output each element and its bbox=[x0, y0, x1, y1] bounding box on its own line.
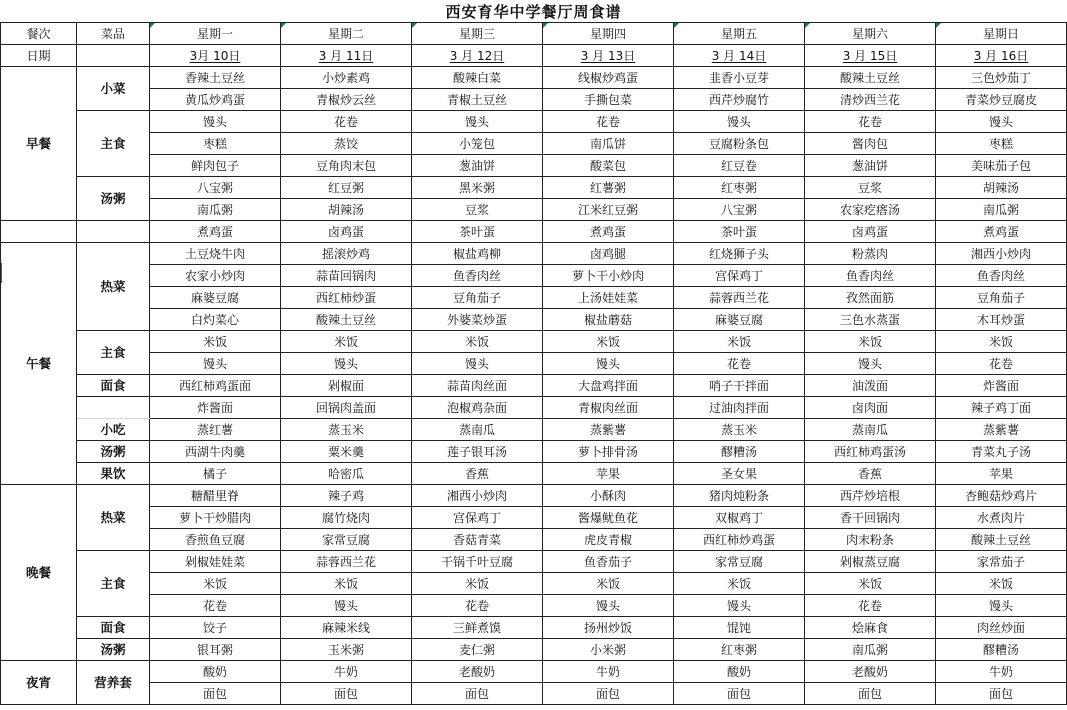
table-row bbox=[1, 221, 1067, 243]
category-staple[interactable]: 主食 bbox=[77, 111, 150, 177]
table-row bbox=[1, 551, 1067, 573]
dish-cell[interactable]: 馄饨 bbox=[674, 617, 805, 639]
dish-cell[interactable]: 胡辣汤 bbox=[936, 177, 1067, 199]
dish-cell[interactable]: 炸酱面 bbox=[936, 375, 1067, 397]
dish-cell[interactable]: 油泼面 bbox=[805, 375, 936, 397]
dish-cell[interactable]: 过油肉拌面 bbox=[674, 397, 805, 419]
dish-cell[interactable]: 茶叶蛋 bbox=[674, 221, 805, 243]
dish-cell[interactable]: 大盘鸡拌面 bbox=[543, 375, 674, 397]
dish-cell[interactable]: 馒头 bbox=[936, 595, 1067, 617]
dish-cell[interactable]: 蒸紫薯 bbox=[543, 419, 674, 441]
dish-cell[interactable]: 香菇青菜 bbox=[412, 529, 543, 551]
dish-cell[interactable]: 酸辣土豆丝 bbox=[936, 529, 1067, 551]
dish-cell[interactable]: 香蕉 bbox=[805, 463, 936, 485]
dish-cell[interactable]: 杏鲍菇炒鸡片 bbox=[936, 485, 1067, 507]
table-row bbox=[1, 23, 1067, 45]
dish-cell[interactable]: 茶叶蛋 bbox=[412, 221, 543, 243]
dish-cell[interactable]: 青椒肉丝面 bbox=[543, 397, 674, 419]
dish-cell[interactable]: 外婆菜炒蛋 bbox=[412, 309, 543, 331]
dish-cell[interactable]: 酱肉包 bbox=[805, 133, 936, 155]
dish-cell[interactable]: 韭香小豆芽 bbox=[674, 67, 805, 89]
category-small-dish[interactable]: 小菜 bbox=[77, 67, 150, 111]
table-row bbox=[1, 309, 1067, 331]
category-noodle[interactable]: 面食 bbox=[77, 375, 150, 397]
page-title: 西安育华中学餐厅周食谱 bbox=[445, 3, 622, 21]
table-row bbox=[1, 419, 1067, 441]
dish-cell[interactable]: 花卷 bbox=[936, 353, 1067, 375]
dish-cell[interactable]: 小笼包 bbox=[412, 133, 543, 155]
dish-cell[interactable]: 蒜蓉西兰花 bbox=[674, 287, 805, 309]
dish-cell[interactable]: 扬州炒饭 bbox=[543, 617, 674, 639]
dish-cell[interactable]: 猪肉炖粉条 bbox=[674, 485, 805, 507]
dish-cell[interactable]: 馒头 bbox=[674, 595, 805, 617]
dish-cell[interactable]: 湘西小炒肉 bbox=[936, 243, 1067, 265]
table-row bbox=[1, 265, 1067, 287]
dish-cell[interactable]: 三色水蒸蛋 bbox=[805, 309, 936, 331]
dish-cell[interactable]: 煮鸡蛋 bbox=[543, 221, 674, 243]
table-row bbox=[1, 287, 1067, 309]
table-row bbox=[1, 243, 1067, 265]
dish-cell[interactable]: 三色炒茄丁 bbox=[936, 67, 1067, 89]
date-cell[interactable] bbox=[281, 45, 412, 67]
dish-cell[interactable]: 馒头 bbox=[150, 353, 281, 375]
dish-cell[interactable]: 家常豆腐 bbox=[674, 551, 805, 573]
dish-cell[interactable]: 面包 bbox=[674, 683, 805, 705]
dish-cell[interactable]: 葱油饼 bbox=[412, 155, 543, 177]
dish-cell[interactable]: 鱼香肉丝 bbox=[412, 265, 543, 287]
dish-cell[interactable]: 米饭 bbox=[150, 331, 281, 353]
weekly-menu-table bbox=[0, 22, 1067, 705]
dish-cell[interactable]: 红薯粥 bbox=[543, 177, 674, 199]
dish-cell[interactable]: 馒头 bbox=[281, 353, 412, 375]
dish-cell[interactable]: 青椒炒云丝 bbox=[281, 89, 412, 111]
dish-cell[interactable]: 小酥肉 bbox=[543, 485, 674, 507]
dish-cell[interactable]: 米饭 bbox=[543, 331, 674, 353]
dish-cell[interactable]: 江米红豆粥 bbox=[543, 199, 674, 221]
dish-cell[interactable]: 香煎鱼豆腐 bbox=[150, 529, 281, 551]
category-staple[interactable]: 主食 bbox=[77, 551, 150, 617]
dish-cell[interactable]: 黄瓜炒鸡蛋 bbox=[150, 89, 281, 111]
dish-cell[interactable]: 馒头 bbox=[674, 111, 805, 133]
dish-cell[interactable]: 哨子干拌面 bbox=[674, 375, 805, 397]
date-cell[interactable] bbox=[936, 45, 1067, 67]
dish-cell[interactable]: 白灼菜心 bbox=[150, 309, 281, 331]
dish-cell[interactable]: 米饭 bbox=[674, 331, 805, 353]
dish-cell[interactable]: 黑米粥 bbox=[412, 177, 543, 199]
dish-cell[interactable]: 烩麻食 bbox=[805, 617, 936, 639]
date-value: 3 月 14日 bbox=[711, 48, 767, 63]
dish-cell[interactable]: 三鲜煮馍 bbox=[412, 617, 543, 639]
table-row bbox=[1, 573, 1067, 595]
dish-cell[interactable]: 剁椒面 bbox=[281, 375, 412, 397]
dish-cell[interactable]: 酱爆鱿鱼花 bbox=[543, 507, 674, 529]
table-row bbox=[1, 331, 1067, 353]
category-hot-dish[interactable]: 热菜 bbox=[77, 243, 150, 331]
dish-cell[interactable]: 家常豆腐 bbox=[281, 529, 412, 551]
table-row bbox=[1, 133, 1067, 155]
dish-cell[interactable]: 米饭 bbox=[281, 573, 412, 595]
table-row bbox=[1, 507, 1067, 529]
dish-cell[interactable]: 哈密瓜 bbox=[281, 463, 412, 485]
dish-cell[interactable]: 莲子银耳汤 bbox=[412, 441, 543, 463]
dish-cell[interactable]: 宫保鸡丁 bbox=[674, 265, 805, 287]
header-day[interactable]: 星期五 bbox=[674, 23, 805, 45]
dish-cell[interactable]: 肉丝炒面 bbox=[936, 617, 1067, 639]
meal-supper[interactable]: 夜宵 bbox=[1, 661, 77, 705]
dish-cell[interactable]: 椒盐蘑菇 bbox=[543, 309, 674, 331]
date-value: 3月 10日 bbox=[189, 48, 241, 63]
dish-cell[interactable]: 苹果 bbox=[936, 463, 1067, 485]
category-porridge[interactable]: 汤粥 bbox=[77, 177, 150, 221]
dish-cell[interactable]: 蒸紫薯 bbox=[936, 419, 1067, 441]
menu-table-body bbox=[1, 23, 1067, 705]
dish-cell[interactable]: 西红柿鸡蛋汤 bbox=[805, 441, 936, 463]
dish-cell[interactable]: 农家疙瘩汤 bbox=[805, 199, 936, 221]
dish-cell[interactable]: 卤鸡蛋 bbox=[805, 221, 936, 243]
dish-cell[interactable]: 豆角茄子 bbox=[412, 287, 543, 309]
dish-cell[interactable]: 西芹炒培根 bbox=[805, 485, 936, 507]
dish-cell[interactable]: 花卷 bbox=[281, 111, 412, 133]
dish-cell[interactable]: 鲜肉包子 bbox=[150, 155, 281, 177]
table-row bbox=[1, 617, 1067, 639]
dish-cell[interactable]: 香辣土豆丝 bbox=[150, 67, 281, 89]
dish-cell[interactable]: 面包 bbox=[543, 683, 674, 705]
dish-cell[interactable]: 青椒土豆丝 bbox=[412, 89, 543, 111]
dish-cell[interactable]: 摇滚炒鸡 bbox=[281, 243, 412, 265]
dish-cell[interactable]: 馒头 bbox=[543, 353, 674, 375]
dish-cell[interactable]: 虎皮青椒 bbox=[543, 529, 674, 551]
meal-dinner[interactable]: 晚餐 bbox=[1, 485, 77, 661]
dish-cell[interactable]: 橘子 bbox=[150, 463, 281, 485]
dish-cell[interactable]: 蒸玉米 bbox=[281, 419, 412, 441]
dish-cell[interactable]: 鱼香茄子 bbox=[543, 551, 674, 573]
dish-cell[interactable]: 香干回锅肉 bbox=[805, 507, 936, 529]
dish-cell[interactable]: 花卷 bbox=[805, 111, 936, 133]
dish-cell[interactable]: 酸菜包 bbox=[543, 155, 674, 177]
dish-cell[interactable]: 干锅千叶豆腐 bbox=[412, 551, 543, 573]
dish-cell[interactable]: 煮鸡蛋 bbox=[150, 221, 281, 243]
date-cell[interactable] bbox=[674, 45, 805, 67]
dish-cell[interactable]: 西红柿炒鸡蛋 bbox=[674, 529, 805, 551]
dish-cell[interactable]: 南瓜粥 bbox=[805, 639, 936, 661]
dish-cell[interactable]: 西红柿鸡蛋面 bbox=[150, 375, 281, 397]
dish-cell[interactable]: 青菜丸子汤 bbox=[936, 441, 1067, 463]
dish-cell[interactable]: 蒸玉米 bbox=[674, 419, 805, 441]
dish-cell[interactable]: 面包 bbox=[412, 683, 543, 705]
category-fruit[interactable]: 果饮 bbox=[77, 463, 150, 485]
dish-cell[interactable]: 粉蒸肉 bbox=[805, 243, 936, 265]
date-label[interactable]: 日期 bbox=[1, 45, 77, 67]
header-day[interactable]: 星期六 bbox=[805, 23, 936, 45]
table-row bbox=[1, 441, 1067, 463]
dish-cell[interactable]: 枣糕 bbox=[150, 133, 281, 155]
table-row bbox=[1, 375, 1067, 397]
dish-cell[interactable]: 牛奶 bbox=[936, 661, 1067, 683]
dish-cell[interactable]: 馒头 bbox=[936, 111, 1067, 133]
dish-cell[interactable]: 面包 bbox=[281, 683, 412, 705]
dish-cell[interactable]: 酸辣土豆丝 bbox=[805, 67, 936, 89]
category-snack[interactable]: 小吃 bbox=[77, 419, 150, 441]
dish-cell[interactable]: 糖醋里脊 bbox=[150, 485, 281, 507]
date-cell[interactable] bbox=[150, 45, 281, 67]
dish-cell[interactable]: 豆腐粉条包 bbox=[674, 133, 805, 155]
dish-cell[interactable]: 木耳炒蛋 bbox=[936, 309, 1067, 331]
dish-cell[interactable]: 家常茄子 bbox=[936, 551, 1067, 573]
table-row bbox=[1, 45, 1067, 67]
dish-cell[interactable]: 红烧狮子头 bbox=[674, 243, 805, 265]
dish-cell[interactable]: 葱油饼 bbox=[805, 155, 936, 177]
dish-cell[interactable]: 美味茄子包 bbox=[936, 155, 1067, 177]
category-porridge[interactable]: 汤粥 bbox=[77, 639, 150, 661]
dish-cell[interactable]: 宫保鸡丁 bbox=[412, 507, 543, 529]
date-value: 3 月 12日 bbox=[449, 48, 505, 63]
dish-cell[interactable]: 线椒炒鸡蛋 bbox=[543, 67, 674, 89]
dish-cell[interactable]: 椒盐鸡柳 bbox=[412, 243, 543, 265]
dish-cell[interactable]: 米饭 bbox=[805, 573, 936, 595]
dish-cell[interactable]: 酸奶 bbox=[674, 661, 805, 683]
dish-cell[interactable]: 麻辣米线 bbox=[281, 617, 412, 639]
dish-cell[interactable]: 红豆粥 bbox=[281, 177, 412, 199]
dish-cell[interactable]: 卤肉面 bbox=[805, 397, 936, 419]
meal-breakfast[interactable]: 早餐 bbox=[1, 67, 77, 221]
dish-cell[interactable]: 米饭 bbox=[281, 331, 412, 353]
header-day[interactable]: 星期三 bbox=[412, 23, 543, 45]
dish-cell[interactable]: 红豆卷 bbox=[674, 155, 805, 177]
dish-cell[interactable]: 红枣粥 bbox=[674, 639, 805, 661]
dish-cell[interactable]: 红枣粥 bbox=[674, 177, 805, 199]
dish-cell[interactable]: 萝卜干炒腊肉 bbox=[150, 507, 281, 529]
date-value: 3 月 15日 bbox=[842, 48, 898, 63]
table-row bbox=[1, 177, 1067, 199]
table-row bbox=[1, 595, 1067, 617]
date-cell[interactable] bbox=[805, 45, 936, 67]
dish-cell[interactable]: 老酸奶 bbox=[412, 661, 543, 683]
dish-cell[interactable]: 南瓜粥 bbox=[936, 199, 1067, 221]
dish-cell[interactable]: 蒸南瓜 bbox=[412, 419, 543, 441]
dish-cell[interactable]: 小炒素鸡 bbox=[281, 67, 412, 89]
dish-cell[interactable]: 花卷 bbox=[805, 595, 936, 617]
dish-cell[interactable]: 小米粥 bbox=[543, 639, 674, 661]
header-day[interactable]: 星期四 bbox=[543, 23, 674, 45]
date-value: 3 月 13日 bbox=[580, 48, 636, 63]
dish-cell[interactable]: 孜然面筋 bbox=[805, 287, 936, 309]
date-value: 3 月 11日 bbox=[318, 48, 374, 63]
dish-cell[interactable]: 醪糟汤 bbox=[674, 441, 805, 463]
dish-cell[interactable]: 酸奶 bbox=[150, 661, 281, 683]
date-value: 3 月 16日 bbox=[973, 48, 1029, 63]
dish-cell[interactable]: 南瓜饼 bbox=[543, 133, 674, 155]
table-row bbox=[1, 485, 1067, 507]
dish-cell[interactable]: 南瓜粥 bbox=[150, 199, 281, 221]
dish-cell[interactable]: 米饭 bbox=[674, 573, 805, 595]
dish-cell[interactable]: 泡椒鸡杂面 bbox=[412, 397, 543, 419]
dish-cell[interactable]: 豆浆 bbox=[805, 177, 936, 199]
dish-cell[interactable]: 玉米粥 bbox=[281, 639, 412, 661]
dish-cell[interactable]: 水煮肉片 bbox=[936, 507, 1067, 529]
table-row bbox=[1, 111, 1067, 133]
dish-cell[interactable]: 剁椒娃娃菜 bbox=[150, 551, 281, 573]
dish-cell[interactable]: 花卷 bbox=[412, 595, 543, 617]
dish-cell[interactable]: 蒜苗回锅肉 bbox=[281, 265, 412, 287]
dish-cell[interactable]: 肉末粉条 bbox=[805, 529, 936, 551]
dish-cell[interactable]: 馒头 bbox=[412, 111, 543, 133]
dish-cell[interactable]: 面包 bbox=[936, 683, 1067, 705]
dish-cell[interactable]: 农家小炒肉 bbox=[150, 265, 281, 287]
header-meal[interactable]: 餐次 bbox=[1, 23, 77, 45]
header-day[interactable]: 星期一 bbox=[150, 23, 281, 45]
dish-cell[interactable]: 八宝粥 bbox=[150, 177, 281, 199]
dish-cell[interactable]: 苹果 bbox=[543, 463, 674, 485]
dish-cell[interactable]: 米饭 bbox=[412, 573, 543, 595]
dish-cell[interactable]: 回锅肉盖面 bbox=[281, 397, 412, 419]
dish-cell[interactable]: 麦仁粥 bbox=[412, 639, 543, 661]
table-row bbox=[1, 661, 1067, 683]
dish-cell[interactable]: 馒头 bbox=[412, 353, 543, 375]
category-blank[interactable] bbox=[77, 397, 150, 419]
header-dish[interactable]: 菜品 bbox=[77, 23, 150, 45]
dish-cell[interactable]: 豆角茄子 bbox=[936, 287, 1067, 309]
dish-cell[interactable]: 银耳粥 bbox=[150, 639, 281, 661]
dish-cell[interactable]: 米饭 bbox=[543, 573, 674, 595]
dish-cell[interactable]: 蒸南瓜 bbox=[805, 419, 936, 441]
date-blank[interactable] bbox=[77, 45, 150, 67]
dish-cell[interactable]: 米饭 bbox=[150, 573, 281, 595]
dish-cell[interactable]: 酸辣土豆丝 bbox=[281, 309, 412, 331]
dish-cell[interactable]: 卤鸡蛋 bbox=[281, 221, 412, 243]
dish-cell[interactable]: 花卷 bbox=[674, 353, 805, 375]
dish-cell[interactable]: 蒜苗肉丝面 bbox=[412, 375, 543, 397]
dish-cell[interactable]: 米饭 bbox=[805, 331, 936, 353]
table-row bbox=[1, 199, 1067, 221]
dish-cell[interactable]: 豆角肉末包 bbox=[281, 155, 412, 177]
dish-cell[interactable]: 粟米羹 bbox=[281, 441, 412, 463]
dish-cell[interactable]: 青菜炒豆腐皮 bbox=[936, 89, 1067, 111]
meal-lunch[interactable]: 午餐 bbox=[1, 243, 77, 485]
category-blank[interactable] bbox=[77, 221, 150, 243]
dish-cell[interactable]: 馒头 bbox=[281, 595, 412, 617]
dish-cell[interactable]: 鱼香肉丝 bbox=[936, 265, 1067, 287]
category-nutrition[interactable]: 营养套 bbox=[77, 661, 150, 705]
dish-cell[interactable]: 剁椒蒸豆腐 bbox=[805, 551, 936, 573]
header-day[interactable]: 星期日 bbox=[936, 23, 1067, 45]
dish-cell[interactable]: 腐竹烧肉 bbox=[281, 507, 412, 529]
table-row bbox=[1, 89, 1067, 111]
dish-cell[interactable]: 圣女果 bbox=[674, 463, 805, 485]
dish-cell[interactable]: 麻婆豆腐 bbox=[674, 309, 805, 331]
dish-cell[interactable]: 卤鸡腿 bbox=[543, 243, 674, 265]
table-row bbox=[1, 529, 1067, 551]
meal-blank[interactable] bbox=[1, 221, 77, 243]
table-row bbox=[1, 639, 1067, 661]
dish-cell[interactable]: 酸辣白菜 bbox=[412, 67, 543, 89]
dish-cell[interactable]: 西红柿炒蛋 bbox=[281, 287, 412, 309]
dish-cell[interactable]: 炸酱面 bbox=[150, 397, 281, 419]
table-row bbox=[1, 397, 1067, 419]
dish-cell[interactable]: 胡辣汤 bbox=[281, 199, 412, 221]
dish-cell[interactable]: 馒头 bbox=[150, 111, 281, 133]
dish-cell[interactable]: 双椒鸡丁 bbox=[674, 507, 805, 529]
table-row bbox=[1, 155, 1067, 177]
dish-cell[interactable]: 花卷 bbox=[150, 595, 281, 617]
dish-cell[interactable]: 麻婆豆腐 bbox=[150, 287, 281, 309]
dish-cell[interactable]: 面包 bbox=[805, 683, 936, 705]
dish-cell[interactable]: 米饭 bbox=[936, 573, 1067, 595]
dish-cell[interactable]: 八宝粥 bbox=[674, 199, 805, 221]
dish-cell[interactable]: 老酸奶 bbox=[805, 661, 936, 683]
dish-cell[interactable]: 蒸饺 bbox=[281, 133, 412, 155]
table-row bbox=[1, 463, 1067, 485]
dish-cell[interactable]: 西芹炒腐竹 bbox=[674, 89, 805, 111]
dish-cell[interactable]: 枣糕 bbox=[936, 133, 1067, 155]
dish-cell[interactable]: 豆浆 bbox=[412, 199, 543, 221]
dish-cell[interactable]: 煮鸡蛋 bbox=[936, 221, 1067, 243]
dish-cell[interactable]: 萝卜干小炒肉 bbox=[543, 265, 674, 287]
dish-cell[interactable]: 馒头 bbox=[543, 595, 674, 617]
category-staple[interactable]: 主食 bbox=[77, 331, 150, 375]
dish-cell[interactable]: 蒸红薯 bbox=[150, 419, 281, 441]
dish-cell[interactable]: 湘西小炒肉 bbox=[412, 485, 543, 507]
table-row bbox=[1, 353, 1067, 375]
dish-cell[interactable]: 土豆烧牛肉 bbox=[150, 243, 281, 265]
date-cell[interactable] bbox=[543, 45, 674, 67]
category-porridge[interactable]: 汤粥 bbox=[77, 441, 150, 463]
dish-cell[interactable]: 蒜蓉西兰花 bbox=[281, 551, 412, 573]
dish-cell[interactable]: 西湖牛肉羹 bbox=[150, 441, 281, 463]
dish-cell[interactable]: 馒头 bbox=[805, 353, 936, 375]
table-row bbox=[1, 67, 1067, 89]
dish-cell[interactable]: 牛奶 bbox=[543, 661, 674, 683]
dish-cell[interactable]: 辣子鸡 bbox=[281, 485, 412, 507]
table-row bbox=[1, 683, 1067, 705]
dish-cell[interactable]: 手撕包菜 bbox=[543, 89, 674, 111]
category-noodle[interactable]: 面食 bbox=[77, 617, 150, 639]
dish-cell[interactable]: 米饭 bbox=[936, 331, 1067, 353]
category-hot-dish[interactable]: 热菜 bbox=[77, 485, 150, 551]
dish-cell[interactable]: 饺子 bbox=[150, 617, 281, 639]
dish-cell[interactable]: 香蕉 bbox=[412, 463, 543, 485]
date-cell[interactable] bbox=[412, 45, 543, 67]
dish-cell[interactable]: 清炒西兰花 bbox=[805, 89, 936, 111]
dish-cell[interactable]: 面包 bbox=[150, 683, 281, 705]
dish-cell[interactable]: 辣子鸡丁面 bbox=[936, 397, 1067, 419]
dish-cell[interactable]: 米饭 bbox=[412, 331, 543, 353]
dish-cell[interactable]: 牛奶 bbox=[281, 661, 412, 683]
dish-cell[interactable]: 醪糟汤 bbox=[936, 639, 1067, 661]
dish-cell[interactable]: 花卷 bbox=[543, 111, 674, 133]
header-day[interactable]: 星期二 bbox=[281, 23, 412, 45]
dish-cell[interactable]: 上汤娃娃菜 bbox=[543, 287, 674, 309]
dish-cell[interactable]: 萝卜排骨汤 bbox=[543, 441, 674, 463]
dish-cell[interactable]: 鱼香肉丝 bbox=[805, 265, 936, 287]
